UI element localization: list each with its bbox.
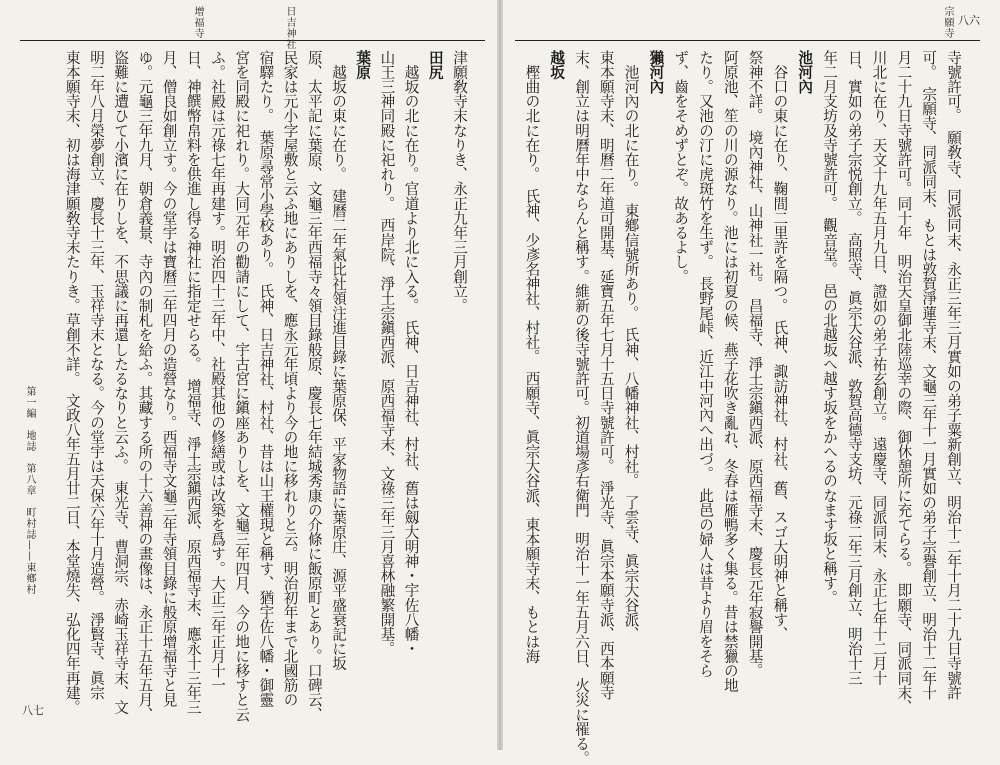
page-number-right: 八六: [958, 14, 980, 27]
text-column: 寺號許可。 願敎寺、同派同末、永正三年三月實如の弟子粟新創立、明治十二年十月二十九日寺號許: [945, 50, 962, 700]
left-footer: 第一編 地誌 第八章 町村誌——東鄕村: [24, 386, 35, 595]
left-page: [0, 0, 500, 750]
running-title-left-page-b: 增福寺: [192, 6, 203, 39]
text-column: 東本願寺末、初は海津願敎寺末たりき。草創不詳。 文政八年五月廿二日、本堂燒失、弘化四年再建。: [63, 50, 81, 715]
running-title-right: 宗願寺: [942, 6, 953, 39]
text-column: 阿原池、笙の川の源なり。池には初夏の候、燕子花吹き亂れ、冬春は雁鴨多く集る。昔は禁獵の地: [721, 50, 739, 693]
text-column: 津願敎寺末なりき、永正九年三月創立。: [451, 50, 468, 313]
header-rule: [20, 40, 485, 41]
text-column: ず、齒をそめずとぞ。故あるよし。: [672, 50, 690, 284]
text-column: 宿驛たり。 葉原尋常小學校あり。 氏神、日吉神社、村社、昔は山王權現と稱す、猶宇佐八幡・御靈: [257, 50, 275, 707]
running-title-left-page-a: 日吉神社: [284, 6, 295, 50]
text-column: 末、創立は明曆年中ならんと稱す。維新の後寺號許可。初道場彥右衛門 明治十一年五月六日、火災に罹る。: [573, 50, 590, 765]
text-column: 祭神不詳。 境內神社、山神社一社。 昌福寺、淨土宗鎭西派、原西福寺末、慶長元年寂譽開基。: [746, 50, 764, 678]
text-column: 池河內の北に在り。 東鄕信號所あり。 氏神、八幡神社、村社。 了雲寺、眞宗大谷派、: [622, 50, 640, 642]
text-column: 日、實如の弟子宗悦創立。 高照寺、眞宗大谷派、敦賀高德寺支坊、元祿二年三月創立、明治十三: [845, 50, 863, 686]
section-heading: 田尻: [426, 50, 444, 80]
header-rule: [515, 40, 980, 41]
text-column: 明二年八月榮夢創立、慶長十三年、玉祥寺末となる。今の堂宇は天保六年十月造營。 淨賢寺、眞宗: [88, 50, 105, 700]
text-column: 原、太平記に葉原、文龜三年西福寺々領目錄般原、慶長七年結城秀康の介條に飯原町とあり。口碑云、: [305, 50, 323, 722]
text-column: 月、僧良如創立す。今の堂宇は寶曆三年四月の造營なり。西福寺文龜三年寺領目錄に般原增福寺と見: [160, 50, 178, 707]
section-heading: 池河內: [796, 50, 814, 94]
text-column: 樫曲の北に在り。 氏神、少彥名神社、村社。 西願寺、眞宗大谷派、東本願寺末、もとは海: [523, 50, 541, 664]
text-column: たり。又池の汀に虎斑竹を生ず。 長野尾峠、近江中河內へ出づ。 此邑の婦人は昔より眉をそら: [697, 50, 714, 678]
text-column: ふ。社殿は元祿七年再建す。明治四十三年中、社殿其他の修繕或は改築を爲す。大正三年正月十一: [209, 50, 226, 693]
text-column: 宮を同殿に祀れり。大同元年の勸請にして、宇古宮に鎭座ありしを、文龜三年四月、今の地に移すと云: [233, 50, 251, 722]
text-column: 川北に在り、天文十九年五月九日、證如の弟子祐玄創立。 遠慶寺、同派同末、永正七年十二月十: [870, 50, 888, 686]
text-column: 月二十九日寺號許可。同十年 明治天皇御北陸巡幸の際、御休憩所に充てらる。 即願寺、同派同末、: [895, 50, 913, 715]
text-column: 可。 宗願寺、同派同末、もとは敦賀淨蓮寺末、文龜三年十一月實如の弟子宗譽創立、明治十二年十: [920, 50, 938, 700]
text-column: 年二月支坊及寺號許可。 觀音堂。 邑の北越坂へ越す坂をかへるのなます坂と稱す。: [821, 50, 838, 605]
text-column: 盜難に遭ひて小濱に在りしを、不思議に再還したるなりと云ふ。 東光寺、曹洞宗、赤崎玉祥寺末、文: [112, 50, 130, 715]
section-heading: 葉原: [354, 50, 372, 80]
text-column: 越坂の北に在り。官道より北に入る。 氏神、日吉神社、村社、舊は劔大明神・宇佐八幡・: [402, 50, 420, 656]
text-column: ゆ。元龜三年九月、朝倉義景、寺內の制札を給ふ。其藏する所の十六善神の畫像は、永正十五年五月、: [136, 50, 154, 722]
text-column: 越坂の東に在り。 建曆二年氣比社領注進目錄に葉原保、平家物語に葉原庄、源平盛衰記に坂: [330, 50, 347, 671]
section-heading: 獺河內: [647, 50, 665, 94]
text-column: 谷口の東に在り、鞠間二里許を隔つ。 氏神、諏訪神社、村社、舊、スゴ大明神と稱す、: [771, 50, 789, 642]
right-page: [500, 0, 1000, 765]
page-number-left: 八七: [22, 704, 44, 717]
text-column: 東本願寺末、明曆二年道可開基、延寶五年七月十五日寺號許可。 淨光寺、眞宗本願寺派、西本願寺: [597, 50, 615, 700]
text-column: 日、神饌幣帛料を供進し得る神社に指定せらる。 增福寺、淨土宗鎭西派、原西福寺末、應永十三年三: [184, 50, 202, 715]
text-column: 山王三神同殿に祀れり。 西岸院、淨土宗鎭西派、原西福寺末、文祿三年三月喜林融繁開基。: [378, 50, 396, 656]
text-column: 民家は元小字屋敷と云ふ地にありしを、應永元年頃より今の地に移れりと云。明治初年まで北國筋の: [281, 50, 299, 707]
section-heading: 越坂: [548, 50, 566, 80]
